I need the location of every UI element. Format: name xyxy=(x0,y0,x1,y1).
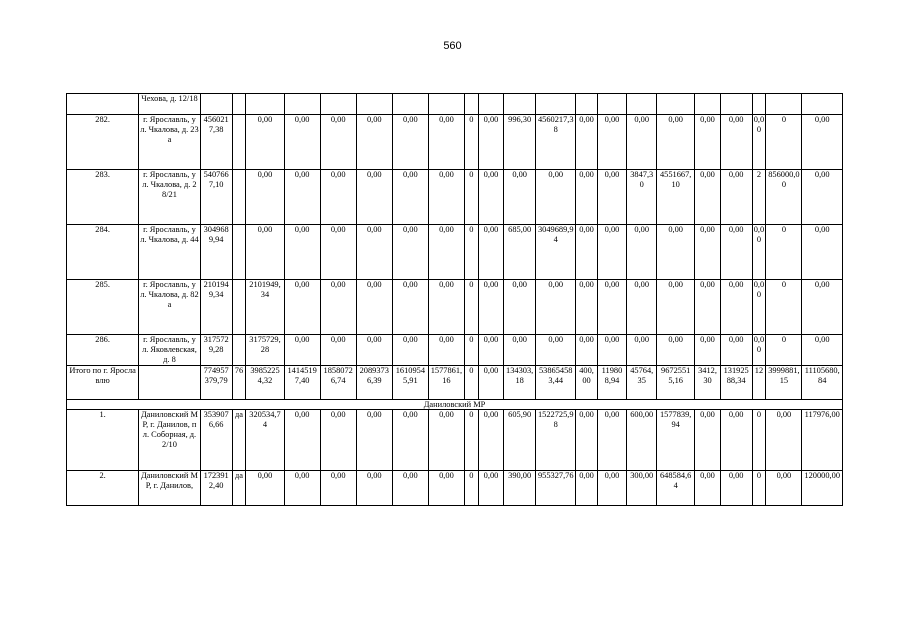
table-cell xyxy=(232,280,246,335)
table-cell: 856000,00 xyxy=(766,170,802,225)
table-cell: 0,00 xyxy=(478,225,503,280)
table-cell: 3175729,28 xyxy=(200,335,232,366)
table-cell: 0,00 xyxy=(320,225,356,280)
table-cell: 0,00 xyxy=(246,115,284,170)
table-cell: 0,00 xyxy=(478,115,503,170)
table-cell: 120000,00 xyxy=(802,471,843,506)
table-cell: 16109545,91 xyxy=(392,366,428,400)
table-cell: 0,00 xyxy=(428,471,464,506)
table-cell: 0,00 xyxy=(504,335,536,366)
table-cell: 1. xyxy=(67,410,139,471)
table-cell: 286. xyxy=(67,335,139,366)
table-cell xyxy=(478,94,503,115)
table-cell: 0,00 xyxy=(504,280,536,335)
table-cell: 0,00 xyxy=(428,280,464,335)
table-cell: 2. xyxy=(67,471,139,506)
section-header: Даниловский МР xyxy=(67,400,843,410)
table-cell: 1577861,16 xyxy=(428,366,464,400)
table-cell: 0,00 xyxy=(320,410,356,471)
table-cell xyxy=(766,94,802,115)
table-cell: 0,00 xyxy=(597,410,627,471)
table-cell xyxy=(232,225,246,280)
table-cell: 600,00 xyxy=(627,410,657,471)
table-cell xyxy=(67,94,139,115)
table-cell: 0,00 xyxy=(428,115,464,170)
table-cell: 400,00 xyxy=(576,366,597,400)
table-cell: 0,00 xyxy=(320,170,356,225)
table-cell xyxy=(597,94,627,115)
table-cell: 0 xyxy=(766,225,802,280)
table-cell: 0,00 xyxy=(356,225,392,280)
table-cell: 0,00 xyxy=(720,335,752,366)
table-cell: 14145197,40 xyxy=(284,366,320,400)
table-cell: 0,00 xyxy=(356,335,392,366)
table-cell: 0,00 xyxy=(478,170,503,225)
table-cell: 0,00 xyxy=(802,225,843,280)
table-cell: 0,00 xyxy=(392,335,428,366)
table-cell: 284. xyxy=(67,225,139,280)
table-cell: 0,00 xyxy=(478,366,503,400)
table-cell: 283. xyxy=(67,170,139,225)
table-cell: 0,00 xyxy=(657,280,695,335)
table-cell: 996,30 xyxy=(504,115,536,170)
table-cell: 0,00 xyxy=(802,170,843,225)
table-cell: 45764,35 xyxy=(627,366,657,400)
table-cell: 0,00 xyxy=(320,115,356,170)
table-cell: 0,00 xyxy=(320,335,356,366)
table-cell: 0,00 xyxy=(576,225,597,280)
table-cell: 0,00 xyxy=(536,335,576,366)
table-cell: 0,00 xyxy=(356,170,392,225)
table-cell: 0,00 xyxy=(752,115,766,170)
table-cell: 0,00 xyxy=(752,225,766,280)
table-cell xyxy=(752,94,766,115)
table-cell: 0,00 xyxy=(392,280,428,335)
table-cell xyxy=(139,366,201,400)
table-cell: 2101949,34 xyxy=(200,280,232,335)
table-cell: 13192588,34 xyxy=(720,366,752,400)
table-cell: 0,00 xyxy=(720,280,752,335)
table-row xyxy=(67,115,843,170)
table-cell: 2 xyxy=(752,170,766,225)
table-cell: 0 xyxy=(766,115,802,170)
table-cell: 0 xyxy=(464,366,478,400)
table-cell: 605,90 xyxy=(504,410,536,471)
table-cell: 3999881,15 xyxy=(766,366,802,400)
table-cell: 0 xyxy=(464,115,478,170)
table-cell: 0,00 xyxy=(627,225,657,280)
table-cell xyxy=(576,94,597,115)
table-cell: 282. xyxy=(67,115,139,170)
table-cell: 0,00 xyxy=(597,280,627,335)
table-cell: 20893736,39 xyxy=(356,366,392,400)
table-cell xyxy=(802,94,843,115)
table-cell: 648584,64 xyxy=(657,471,695,506)
table-cell: 0,00 xyxy=(246,225,284,280)
table-cell: 0 xyxy=(766,335,802,366)
table-cell: 4560217,38 xyxy=(200,115,232,170)
table-cell: 0,00 xyxy=(478,280,503,335)
table-cell: 0,00 xyxy=(576,471,597,506)
table-cell: 0,00 xyxy=(597,170,627,225)
table-cell: 0,00 xyxy=(246,471,284,506)
table-cell: 0,00 xyxy=(597,471,627,506)
table-cell: 3049689,94 xyxy=(536,225,576,280)
table-cell: 0 xyxy=(752,410,766,471)
table-cell xyxy=(200,94,232,115)
table-cell: 76 xyxy=(232,366,246,400)
table-cell xyxy=(627,94,657,115)
table-cell: 0,00 xyxy=(802,335,843,366)
table-cell: 0,00 xyxy=(695,410,720,471)
table-cell: 0,00 xyxy=(536,170,576,225)
table-cell: 300,00 xyxy=(627,471,657,506)
table-cell: г. Ярославль, ул. Яковлевская, д. 8 xyxy=(139,335,201,366)
table-cell: 3847,30 xyxy=(627,170,657,225)
table-cell: 4551667,10 xyxy=(657,170,695,225)
table-row xyxy=(67,94,843,115)
table-cell: 0,00 xyxy=(392,115,428,170)
table-cell: 0 xyxy=(464,335,478,366)
table-cell: 12 xyxy=(752,366,766,400)
table-cell: 0,00 xyxy=(720,410,752,471)
table-cell: 0,00 xyxy=(392,471,428,506)
table-cell: 0 xyxy=(464,410,478,471)
table-cell xyxy=(720,94,752,115)
table-cell: 0,00 xyxy=(284,471,320,506)
table-cell: Даниловский МР, г. Данилов, xyxy=(139,471,201,506)
table-cell xyxy=(657,94,695,115)
table-cell xyxy=(428,94,464,115)
table-cell: 0,00 xyxy=(752,280,766,335)
table-cell: 0,00 xyxy=(627,335,657,366)
table-cell: 0 xyxy=(464,471,478,506)
table-cell xyxy=(232,335,246,366)
table-cell: 3175729,28 xyxy=(246,335,284,366)
table-cell: 0,00 xyxy=(356,410,392,471)
table-cell: 1522725,98 xyxy=(536,410,576,471)
table-cell: 0,00 xyxy=(627,115,657,170)
table-cell: 0,00 xyxy=(356,115,392,170)
table-cell: 0,00 xyxy=(428,335,464,366)
table-cell xyxy=(464,94,478,115)
table-cell: г. Ярославль, ул. Чкалова, д. 44 xyxy=(139,225,201,280)
table-cell: 0 xyxy=(464,170,478,225)
table-cell: 0 xyxy=(464,225,478,280)
table-cell: 0,00 xyxy=(392,225,428,280)
table-cell: 11105680,84 xyxy=(802,366,843,400)
table-cell: 0,00 xyxy=(695,280,720,335)
table-cell: 0,00 xyxy=(657,115,695,170)
table-cell: 285. xyxy=(67,280,139,335)
table-cell xyxy=(536,94,576,115)
table-cell: Даниловский МР, г. Данилов, пл. Соборная, д. 2/10 xyxy=(139,410,201,471)
table-cell: 774957379,79 xyxy=(200,366,232,400)
table-cell xyxy=(356,94,392,115)
table-cell: 390,00 xyxy=(504,471,536,506)
table-cell: г. Ярославль, ул. Чкалова, д. 82а xyxy=(139,280,201,335)
table-cell: 0,00 xyxy=(576,170,597,225)
table-cell: 0,00 xyxy=(752,335,766,366)
table-row xyxy=(67,471,843,506)
table-cell: 0,00 xyxy=(802,115,843,170)
section-row xyxy=(67,400,843,410)
table-cell xyxy=(320,94,356,115)
table-cell: 0,00 xyxy=(576,115,597,170)
table-cell: 0,00 xyxy=(597,115,627,170)
table-cell: 0,00 xyxy=(392,170,428,225)
table-cell: 0 xyxy=(752,471,766,506)
table-cell: 1723912,40 xyxy=(200,471,232,506)
table-cell xyxy=(504,94,536,115)
table-cell xyxy=(232,94,246,115)
table-cell: 0,00 xyxy=(356,280,392,335)
table-cell: 2101949,34 xyxy=(246,280,284,335)
table-cell: 0,00 xyxy=(392,410,428,471)
table-cell: 0,00 xyxy=(428,225,464,280)
table-cell: 0,00 xyxy=(627,280,657,335)
table-cell: 0,00 xyxy=(284,280,320,335)
register-table xyxy=(66,93,843,506)
table-cell: Чехова, д. 12/18 xyxy=(139,94,201,115)
table-cell: 0,00 xyxy=(478,410,503,471)
table-cell: 0,00 xyxy=(695,170,720,225)
table-cell: 0,00 xyxy=(428,170,464,225)
table-cell: 0,00 xyxy=(695,225,720,280)
table-cell: 538654583,44 xyxy=(536,366,576,400)
table-cell: 0,00 xyxy=(284,170,320,225)
table-cell: 0,00 xyxy=(720,170,752,225)
table-row xyxy=(67,366,843,400)
table-cell: 0,00 xyxy=(536,280,576,335)
table-cell: 685,00 xyxy=(504,225,536,280)
table-cell: 955327,76 xyxy=(536,471,576,506)
table-cell: 0,00 xyxy=(356,471,392,506)
table-cell: 0,00 xyxy=(284,115,320,170)
table-cell: да xyxy=(232,410,246,471)
table-cell: 0,00 xyxy=(766,471,802,506)
table-cell: да xyxy=(232,471,246,506)
table-cell: 0,00 xyxy=(720,225,752,280)
table-cell: 134303,18 xyxy=(504,366,536,400)
table-cell: 117976,00 xyxy=(802,410,843,471)
table-cell: 0,00 xyxy=(695,335,720,366)
table-cell: 0,00 xyxy=(504,170,536,225)
table-cell: 0,00 xyxy=(284,410,320,471)
table-cell: 0,00 xyxy=(657,335,695,366)
table-cell xyxy=(246,94,284,115)
table-cell: 0,00 xyxy=(597,225,627,280)
table-cell: 0,00 xyxy=(720,471,752,506)
table-cell: 96725515,16 xyxy=(657,366,695,400)
table-cell: 0,00 xyxy=(284,335,320,366)
table-cell: Итого по г. Ярославлю xyxy=(67,366,139,400)
table-cell: 0,00 xyxy=(246,170,284,225)
table-row xyxy=(67,410,843,471)
table-cell: 0 xyxy=(464,280,478,335)
table-cell xyxy=(284,94,320,115)
table-row xyxy=(67,170,843,225)
table-cell: 3049689,94 xyxy=(200,225,232,280)
table-row xyxy=(67,335,843,366)
table-cell: 0,00 xyxy=(320,471,356,506)
table-cell: 0,00 xyxy=(576,335,597,366)
table-cell: 4560217,38 xyxy=(536,115,576,170)
table-cell: 0,00 xyxy=(720,115,752,170)
table-cell: 0,00 xyxy=(320,280,356,335)
table-cell: 0,00 xyxy=(766,410,802,471)
table-cell: 0,00 xyxy=(695,115,720,170)
table-row xyxy=(67,280,843,335)
table-cell: 0,00 xyxy=(284,225,320,280)
page-number: 560 xyxy=(443,40,462,52)
table-row xyxy=(67,225,843,280)
table-cell: 1577839,94 xyxy=(657,410,695,471)
table-cell: 0,00 xyxy=(657,225,695,280)
table-cell xyxy=(232,115,246,170)
table-cell xyxy=(392,94,428,115)
table-cell: 0,00 xyxy=(695,471,720,506)
table-cell: 0,00 xyxy=(576,410,597,471)
table-cell: 0 xyxy=(766,280,802,335)
table-cell: 39852254,32 xyxy=(246,366,284,400)
table-cell xyxy=(232,170,246,225)
table-cell: 5407667,10 xyxy=(200,170,232,225)
table-cell: 3412,30 xyxy=(695,366,720,400)
table-cell: 18580726,74 xyxy=(320,366,356,400)
table-cell: 0,00 xyxy=(478,335,503,366)
table-cell: 3539076,66 xyxy=(200,410,232,471)
table-cell: 119808,94 xyxy=(597,366,627,400)
table-cell: г. Ярославль, ул. Чкалова, д. 28/21 xyxy=(139,170,201,225)
table-cell: 320534,74 xyxy=(246,410,284,471)
table-cell xyxy=(695,94,720,115)
table-cell: г. Ярославль, ул. Чкалова, д. 23а xyxy=(139,115,201,170)
table-cell: 0,00 xyxy=(597,335,627,366)
table-cell: 0,00 xyxy=(478,471,503,506)
table-cell: 0,00 xyxy=(576,280,597,335)
table-cell: 0,00 xyxy=(428,410,464,471)
table-cell: 0,00 xyxy=(802,280,843,335)
